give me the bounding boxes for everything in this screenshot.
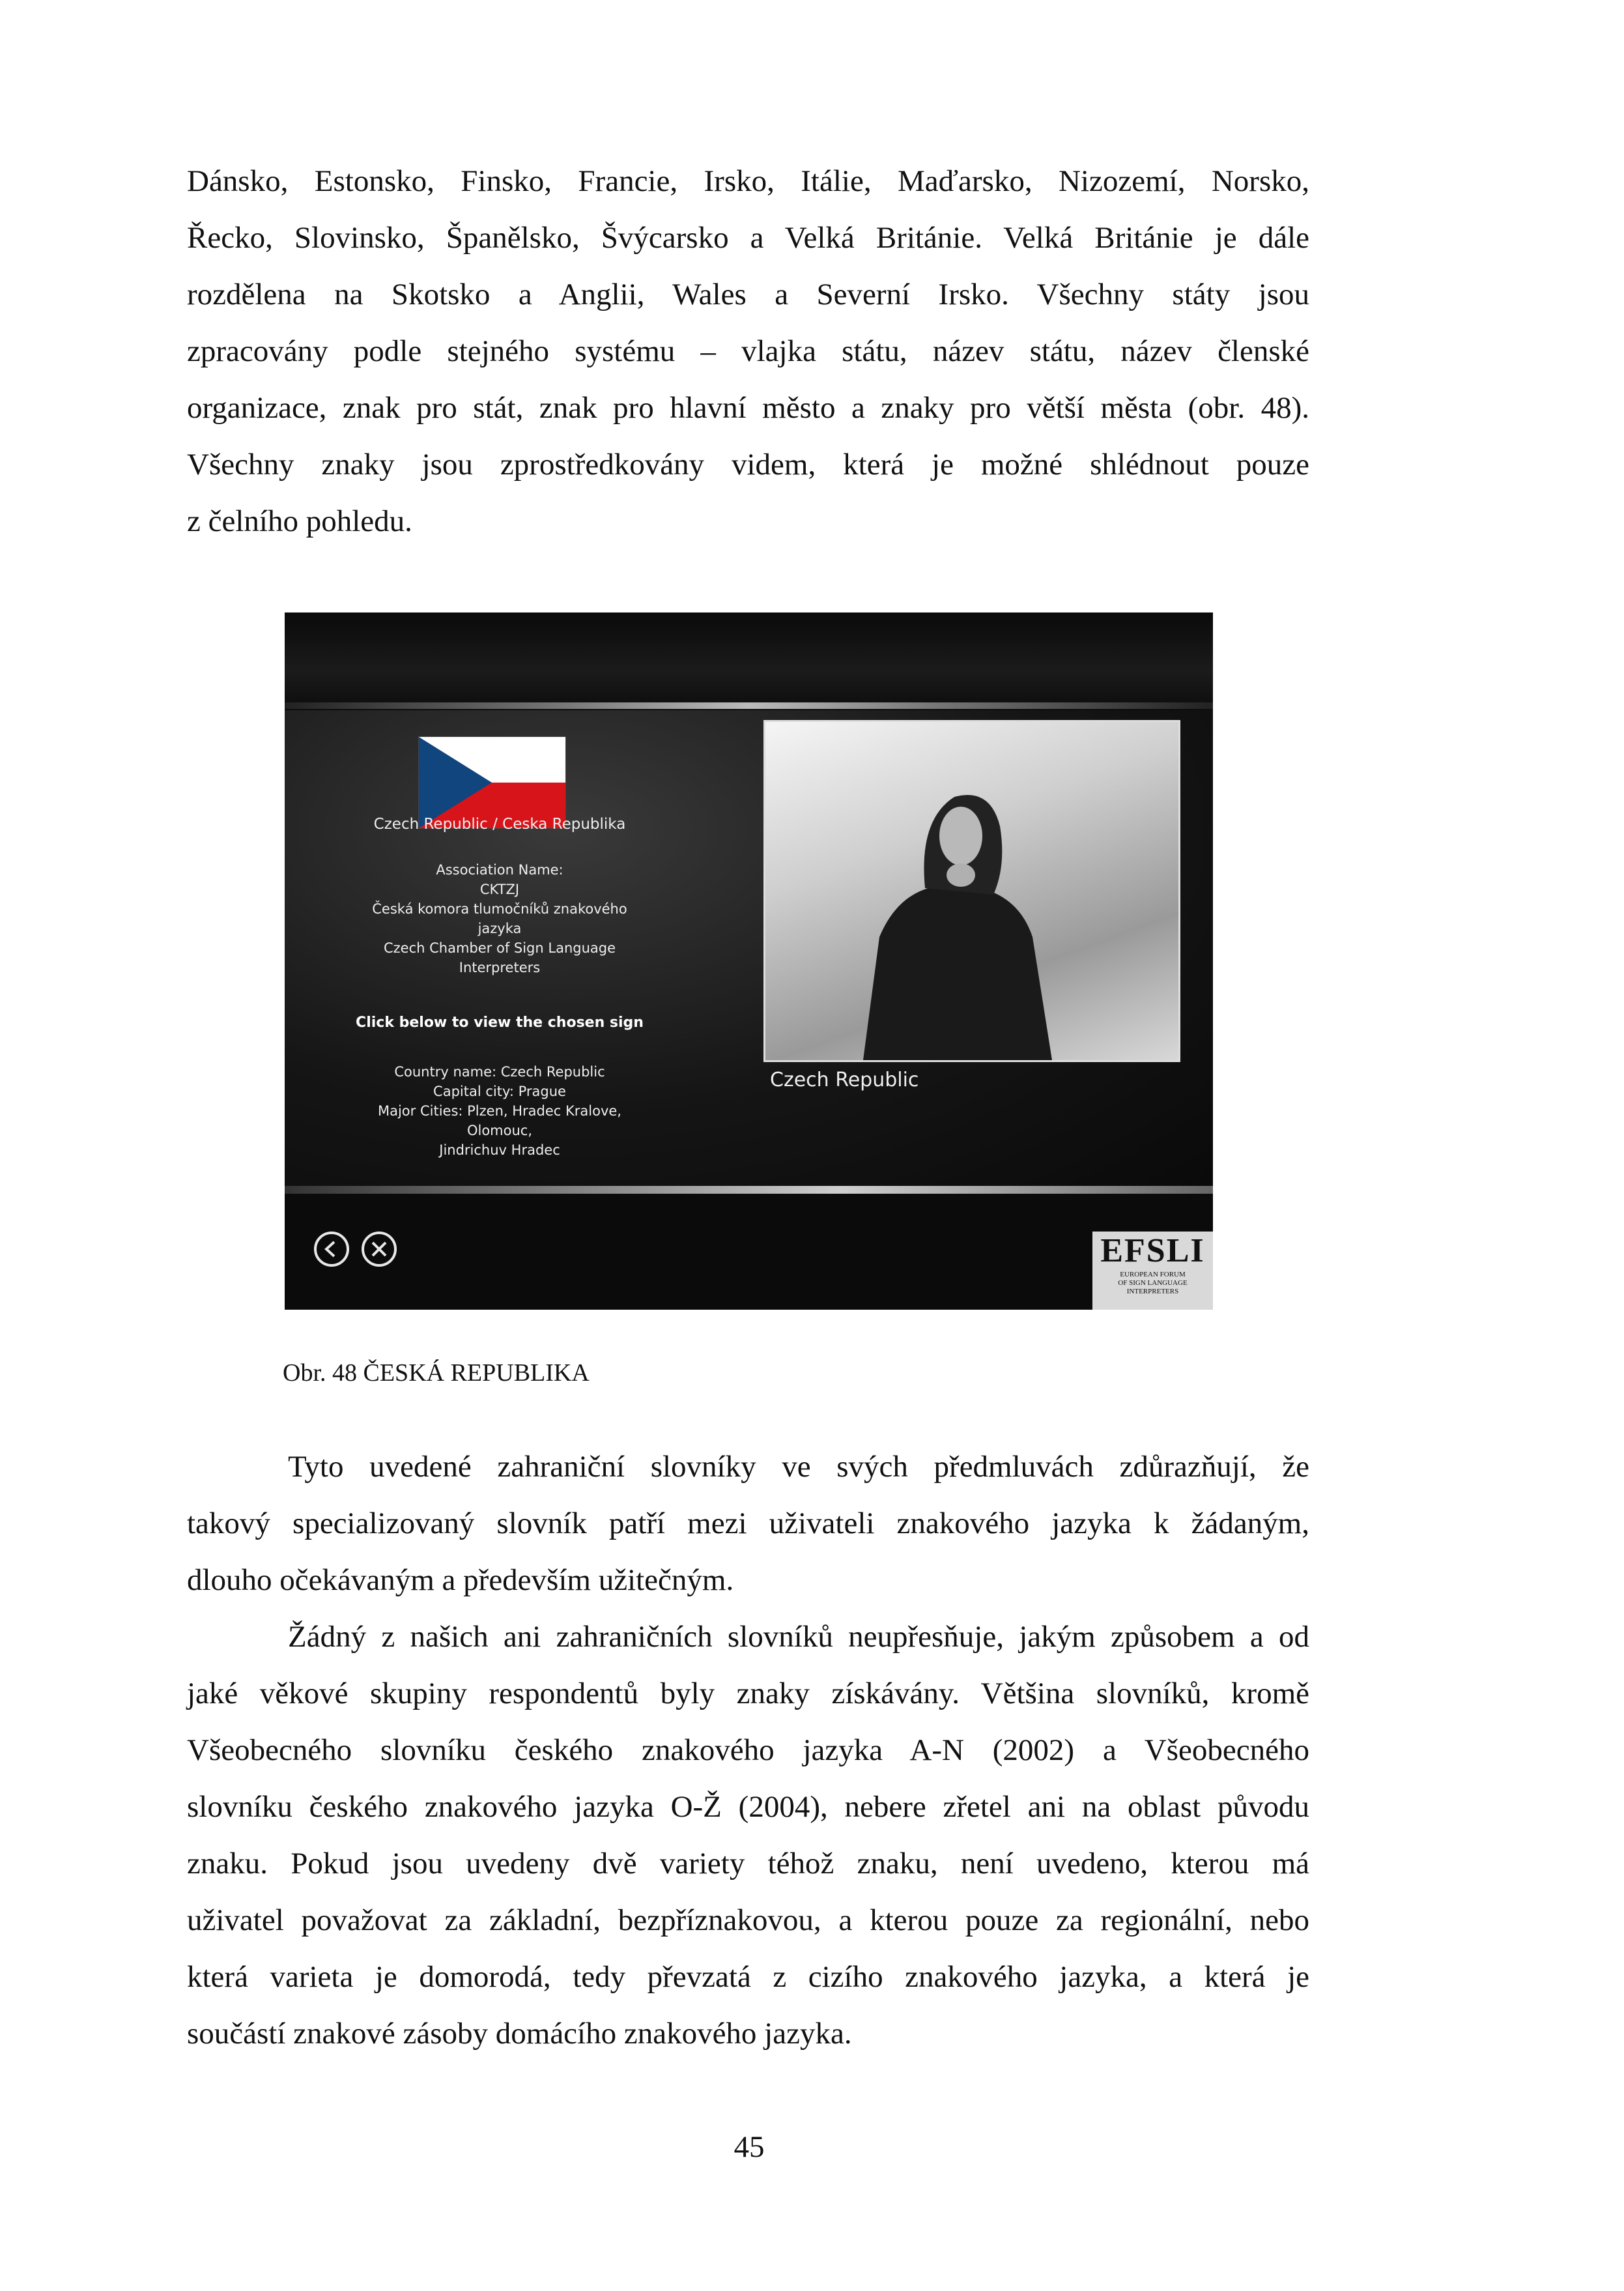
text-line: rozdělena na Skotsko a Anglii, Wales a Severní Irsko. Všechny státy jsou: [187, 278, 1309, 311]
page-number: 45: [734, 2130, 765, 2164]
text-line: Všeobecného slovníku českého znakového jazyka A-N (2002) a Všeobecného: [187, 1733, 1309, 1767]
efsli-logo: [1092, 1232, 1213, 1310]
association-label: Association Name:: [436, 862, 563, 878]
divider: [285, 702, 1213, 709]
association-info: [304, 860, 695, 977]
screenshot-bottom-bar: [285, 1194, 1213, 1310]
screenshot-top-bar: [285, 612, 1213, 710]
text-line: jaké věkové skupiny respondentů byly znaky získávány. Většina slovníků, kromě: [187, 1677, 1309, 1710]
text-line: dlouho očekávaným a především užitečným.: [187, 1563, 734, 1597]
figure-caption: Obr. 48 ČESKÁ REPUBLIKA: [283, 1359, 590, 1387]
figure-screenshot: [285, 612, 1213, 1310]
association-line: Czech Chamber of Sign Language: [383, 940, 616, 956]
country-title: Czech Republic / Ceska Republika: [373, 816, 626, 833]
close-icon: [364, 1234, 394, 1264]
logo-subline: OF SIGN LANGUAGE: [1118, 1279, 1188, 1287]
association-line: Česká komora tlumočníků znakového: [372, 901, 627, 917]
signer-figure: [765, 722, 1178, 1060]
click-hint: Click below to view the chosen sign: [356, 1015, 644, 1031]
close-button[interactable]: [362, 1232, 397, 1267]
text-line: z čelního pohledu.: [187, 504, 412, 538]
text-line: slovníku českého znakového jazyka O-Ž (2004), nebere zřetel ani na oblast původu: [187, 1790, 1309, 1824]
text-line: součástí znakové zásoby domácího znakového jazyka.: [187, 2017, 852, 2051]
country-details: [304, 1062, 695, 1160]
text-line: takový specializovaný slovník patří mezi uživateli znakového jazyka k žádaným,: [187, 1506, 1309, 1540]
signer-face: [939, 807, 982, 865]
divider: [285, 1186, 1213, 1194]
logo-subline: INTERPRETERS: [1126, 1288, 1179, 1295]
text-line: Dánsko, Estonsko, Finsko, Francie, Irsko, Itálie, Maďarsko, Nizozemí, Norsko,: [187, 164, 1309, 198]
video-caption: Czech Republic: [770, 1069, 919, 1091]
logo-subline: EUROPEAN FORUM: [1120, 1271, 1186, 1278]
text-line: Tyto uvedené zahraniční slovníky ve svých předmluvách zdůrazňují, že: [288, 1450, 1309, 1484]
country-name-link[interactable]: Country name: Czech Republic: [394, 1064, 605, 1080]
text-line: znaku. Pokud jsou uvedeny dvě variety téhož znaku, není uvedeno, kterou má: [187, 1847, 1309, 1880]
association-line: Interpreters: [459, 960, 541, 975]
signer-hand: [947, 863, 975, 887]
text-line: organizace, znak pro stát, znak pro hlavní město a znaky pro větší města (obr. 48).: [187, 391, 1309, 425]
association-line: jazyka: [477, 921, 522, 936]
text-line: Řecko, Slovinsko, Španělsko, Švýcarsko a Velká Británie. Velká Británie je dále: [187, 221, 1309, 255]
major-cities-line[interactable]: Major Cities: Plzen, Hradec Kralove,: [377, 1103, 621, 1119]
major-cities-line[interactable]: Olomouc,: [466, 1123, 533, 1138]
text-line: Žádný z našich ani zahraničních slovníků neupřesňuje, jakým způsobem a od: [288, 1620, 1309, 1654]
major-cities-line[interactable]: Jindrichuv Hradec: [439, 1142, 560, 1158]
association-line: CKTZJ: [479, 882, 520, 897]
signer-body: [863, 888, 1052, 1060]
back-icon: [317, 1234, 347, 1264]
text-line: zpracovány podle stejného systému – vlajka státu, název státu, název členské: [187, 334, 1309, 368]
logo-text: EFSLI: [1100, 1232, 1205, 1269]
text-line: uživatel považovat za základní, bezpříznakovou, a kterou pouze za regionální, nebo: [187, 1903, 1309, 1937]
back-button[interactable]: [314, 1232, 349, 1267]
capital-city-link[interactable]: Capital city: Prague: [433, 1084, 566, 1099]
signer-video[interactable]: [763, 720, 1180, 1062]
text-line: která varieta je domorodá, tedy převzatá z cizího znakového jazyka, a která je: [187, 1960, 1309, 1994]
logo-subtext: [1092, 1271, 1213, 1296]
text-line: Všechny znaky jsou zprostředkovány videm, která je možné shlédnout pouze: [187, 448, 1309, 482]
